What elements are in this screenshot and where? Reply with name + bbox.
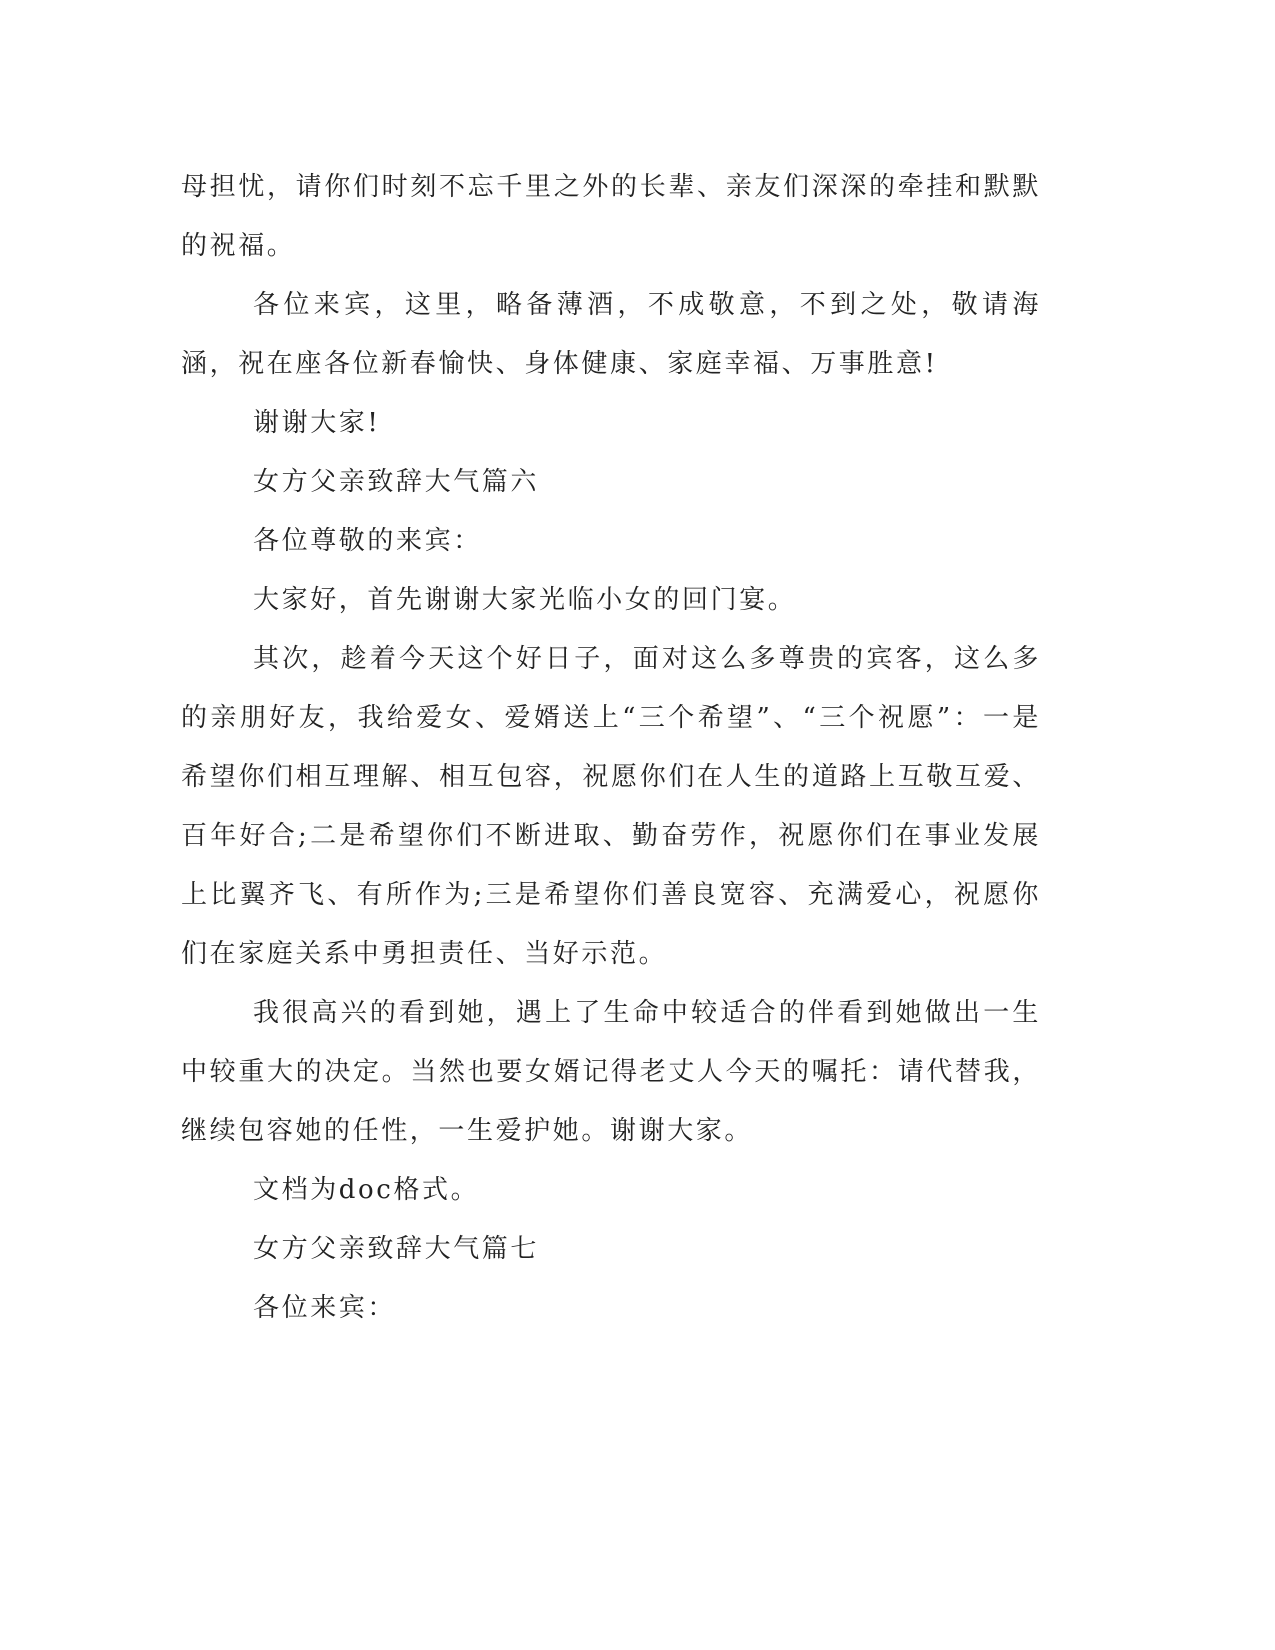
section-heading-7: 女方父亲致辞大气篇七 (253, 1234, 540, 1264)
paragraph-wishes: 其次，趁着今天这个好日子，面对这么多尊贵的宾客，这么多的亲朋好友，我给爱女、爱婿送上“三个希望”、“三个祝愿”：一是希望你们相互理解、相互包容，祝愿你们在人生的道路上互敬互爱、百年好合;二是希望你们不断进取、勤奋劳作，祝愿你们在事业发展上比翼齐飞、有所作为;三是希望你们善良宽容、充满爱心，祝愿你们在家庭关系中勇担责任、当好示范。 (181, 644, 1041, 969)
salutation-2: 各位来宾： (253, 1293, 397, 1323)
document-body (181, 158, 1041, 1338)
paragraph-decision: 我很高兴的看到她，遇上了生命中较适合的伴看到她做出一生中较重大的决定。当然也要女婿记得老丈人今天的嘱托：请代替我，继续包容她的任性，一生爱护她。谢谢大家。 (181, 998, 1041, 1146)
paragraph-continuation: 母担忧，请你们时刻不忘千里之外的长辈、亲友们深深的牵挂和默默的祝福。 (181, 172, 1041, 261)
paragraph-format-note: 文档为doc格式。 (253, 1175, 480, 1205)
section-heading-6: 女方父亲致辞大气篇六 (253, 467, 540, 497)
paragraph-closing-toast: 各位来宾，这里，略备薄酒，不成敬意，不到之处，敬请海涵，祝在座各位新春愉快、身体健康、家庭幸福、万事胜意! (181, 290, 1041, 379)
paragraph-greeting: 大家好，首先谢谢大家光临小女的回门宴。 (253, 585, 797, 615)
paragraph-thanks: 谢谢大家! (253, 408, 381, 438)
salutation: 各位尊敬的来宾： (253, 526, 482, 556)
